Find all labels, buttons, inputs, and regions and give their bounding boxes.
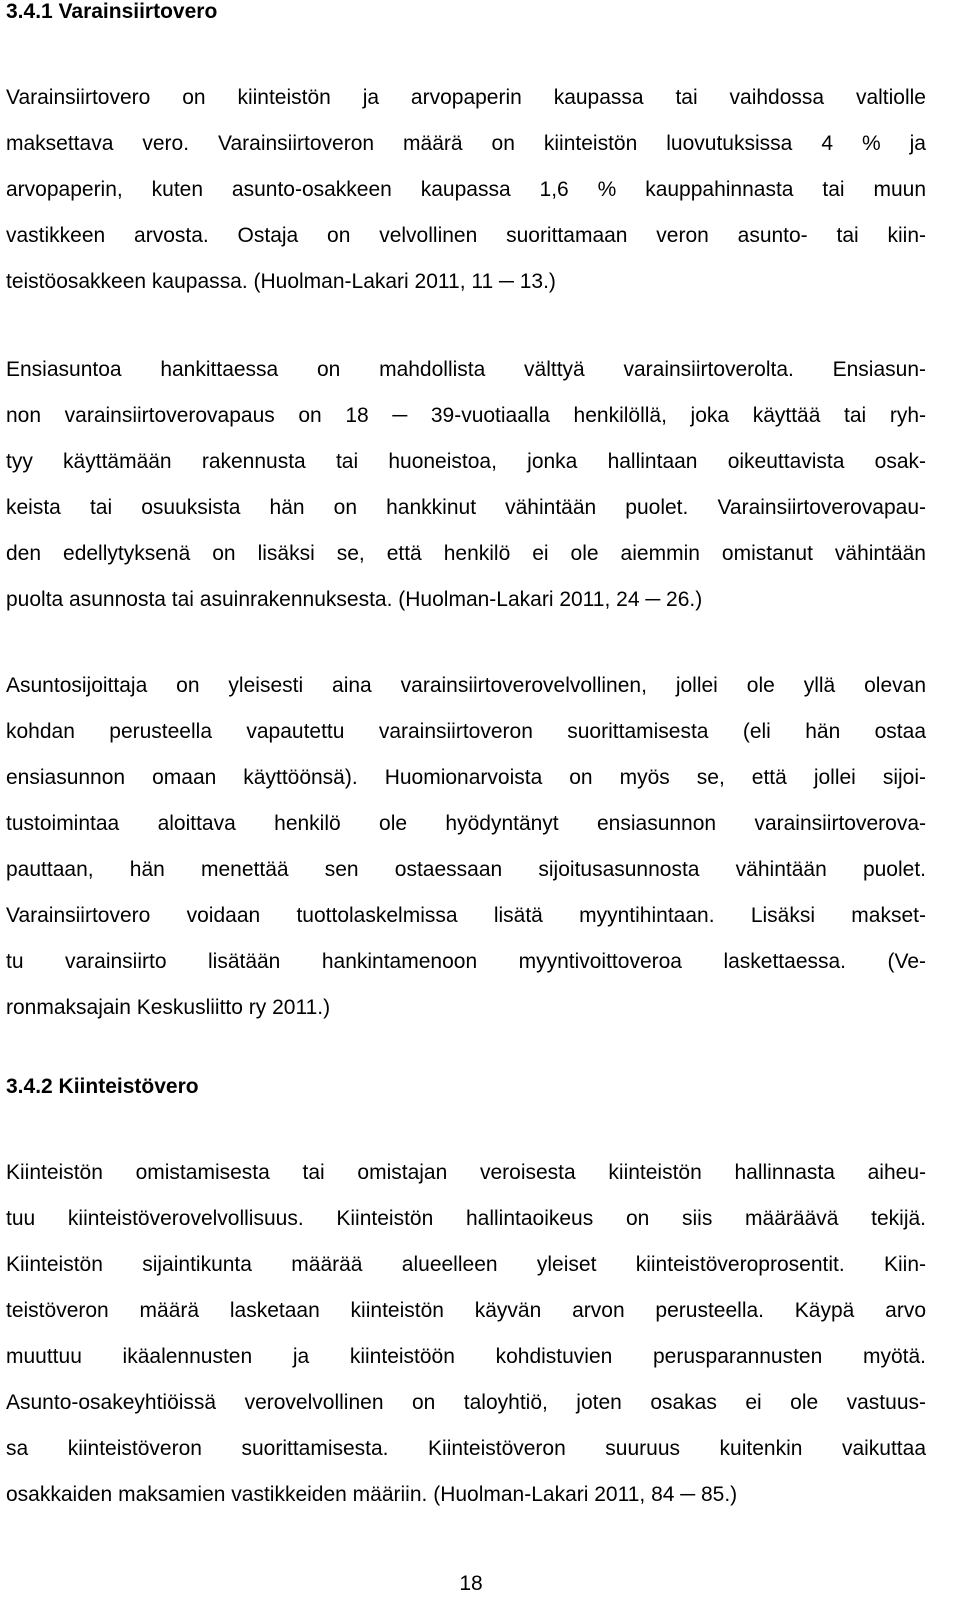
- text-line: sa kiinteistöveron suorittamisesta. Kiinteistöveron suuruus kuitenkin vaikuttaa: [6, 1437, 926, 1460]
- text-line: Asunto-osakeyhtiöissä verovelvollinen on taloyhtiö, joten osakas ei ole vastuus-: [6, 1391, 926, 1414]
- paragraph-kiinteistovero: [6, 1150, 926, 1518]
- text-line: tustoimintaa aloittava henkilö ole hyödyntänyt ensiasunnon varainsiirtoverova-: [6, 812, 926, 835]
- text-line: keista tai osuuksista hän on hankkinut vähintään puolet. Varainsiirtoverovapau-: [6, 496, 926, 519]
- text-line: Varainsiirtovero voidaan tuottolaskelmissa lisätä myyntihintaan. Lisäksi makset-: [6, 904, 926, 927]
- text-line: Varainsiirtovero on kiinteistön ja arvopaperin kaupassa tai vaihdossa valtiolle: [6, 86, 926, 109]
- paragraph-asuntosijoittaja: [6, 663, 926, 1031]
- text-line: Kiinteistön sijaintikunta määrää alueelleen yleiset kiinteistöveroprosentit. Kiin-: [6, 1253, 926, 1276]
- text-line: pauttaan, hän menettää sen ostaessaan sijoitusasunnosta vähintään puolet.: [6, 858, 926, 881]
- page-number: 18: [459, 1572, 483, 1595]
- text-line: den edellytyksenä on lisäksi se, että henkilö ei ole aiemmin omistanut vähintään: [6, 542, 926, 565]
- section-heading-varainsiirtovero: 3.4.1 Varainsiirtovero: [6, 0, 218, 23]
- section-heading-kiinteistovero: 3.4.2 Kiinteistövero: [6, 1075, 199, 1098]
- text-line: kohdan perusteella vapautettu varainsiirtoveron suorittamisesta (eli hän ostaa: [6, 720, 926, 743]
- paragraph-varainsiirtovero-definition: [6, 75, 926, 305]
- text-line: tu varainsiirto lisätään hankintamenoon myyntivoittoveroa laskettaessa. (Ve-: [6, 950, 926, 973]
- text-line: teistöosakkeen kaupassa. (Huolman-Lakari 2011, 11 ─ 13.): [6, 270, 556, 293]
- text-line: muuttuu ikäalennusten ja kiinteistöön kohdistuvien perusparannusten myötä.: [6, 1345, 926, 1368]
- text-line: tuu kiinteistöverovelvollisuus. Kiinteistön hallintaoikeus on siis määräävä tekijä.: [6, 1207, 926, 1230]
- text-line: non varainsiirtoverovapaus on 18 ─ 39-vuotiaalla henkilöllä, joka käyttää tai ryh-: [6, 404, 926, 427]
- text-line: Kiinteistön omistamisesta tai omistajan veroisesta kiinteistön hallinnasta aiheu-: [6, 1161, 926, 1184]
- text-line: Asuntosijoittaja on yleisesti aina varainsiirtoverovelvollinen, jollei ole yllä olevan: [6, 674, 926, 697]
- text-line: ronmaksajain Keskusliitto ry 2011.): [6, 996, 331, 1019]
- text-line: maksettava vero. Varainsiirtoveron määrä on kiinteistön luovutuksissa 4 % ja: [6, 132, 926, 155]
- text-line: arvopaperin, kuten asunto-osakkeen kaupassa 1,6 % kauppahinnasta tai muun: [6, 178, 926, 201]
- text-line: Ensiasuntoa hankittaessa on mahdollista välttyä varainsiirtoverolta. Ensiasun-: [6, 358, 926, 381]
- text-line: teistöveron määrä lasketaan kiinteistön käyvän arvon perusteella. Käypä arvo: [6, 1299, 926, 1322]
- paragraph-ensiasunto-exemption: [6, 347, 926, 623]
- text-line: ensiasunnon omaan käyttöönsä). Huomionarvoista on myös se, että jollei sijoi-: [6, 766, 926, 789]
- text-line: vastikkeen arvosta. Ostaja on velvollinen suorittamaan veron asunto- tai kiin-: [6, 224, 926, 247]
- text-line: osakkaiden maksamien vastikkeiden määriin. (Huolman-Lakari 2011, 84 ─ 85.): [6, 1483, 738, 1506]
- text-line: tyy käyttämään rakennusta tai huoneistoa, jonka hallintaan oikeuttavista osak-: [6, 450, 926, 473]
- text-line: puolta asunnosta tai asuinrakennuksesta. (Huolman-Lakari 2011, 24 ─ 26.): [6, 588, 703, 611]
